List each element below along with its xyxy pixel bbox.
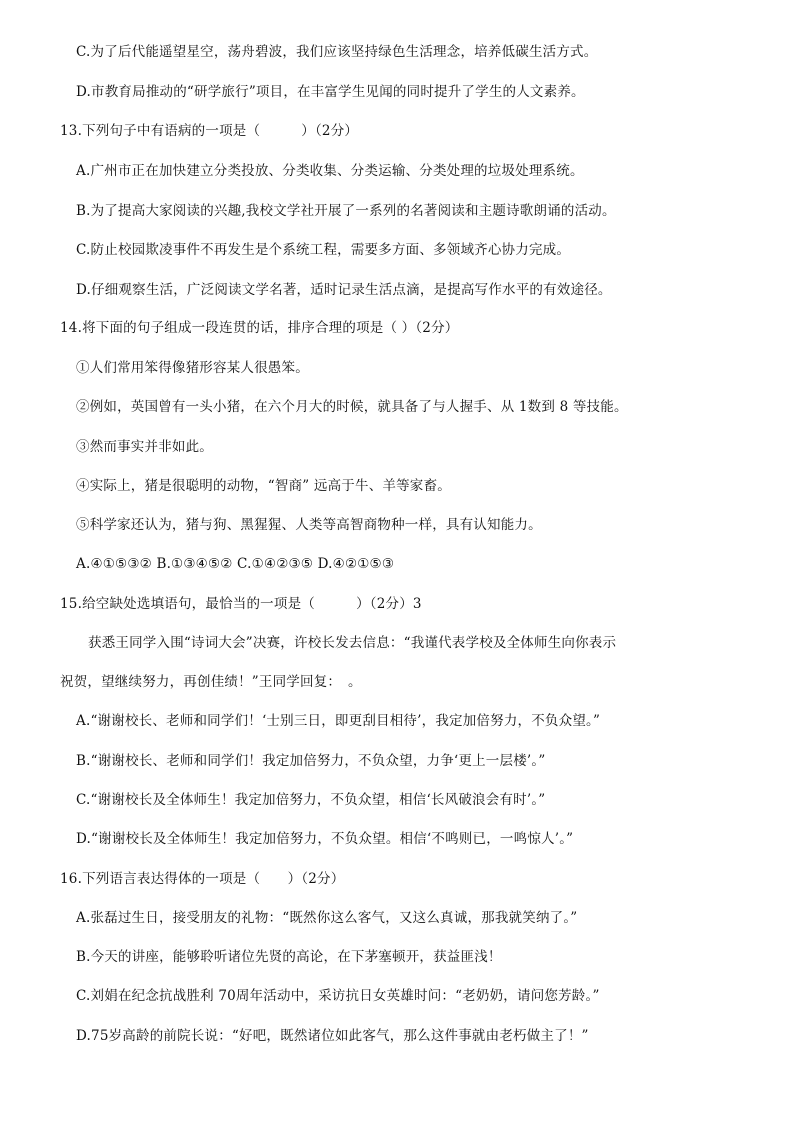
q14-sentence-3: ③然而事实并非如此。: [76, 439, 213, 455]
q15-context-line-2: 祝贺，望继续努力，再创佳绩！”王同学回复： 。: [60, 674, 362, 690]
q14-sentence-4: ④实际上，猪是很聪明的动物，“智商” 远高于牛、羊等家畜。: [76, 478, 451, 494]
q14-sentence-5: ⑤科学家还认为，猪与狗、黑猩猩、人类等高智商物种一样，具有认知能力。: [76, 517, 542, 533]
q13-option-c: C.防止校园欺凌事件不再发生是个系统工程，需要多方面、多领域齐心协力完成。: [76, 242, 571, 258]
q15-stem: 15.给空缺处选填语句，最恰当的一项是（ ）（2分）3: [60, 596, 422, 612]
q13-option-d: D.仔细观察生活，广泛阅读文学名著，适时记录生活点滴，是提高写作水平的有效途径。: [76, 282, 612, 298]
q14-stem: 14.将下面的句子组成一段连贯的话，排序合理的项是（ ）（2分）: [60, 320, 459, 336]
q13-option-b: B.为了提高大家阅读的兴趣,我校文学社开展了一系列的名著阅读和主题诗歌朗诵的活动。: [76, 203, 616, 219]
q14-sentence-1: ①人们常用笨得像猪形容某人很愚笨。: [76, 360, 309, 376]
q15-context-line-1: 获悉王同学入围“诗词大会”决赛，许校长发去信息：“我谨代表学校及全体师生向你表示: [88, 635, 617, 651]
q12-option-c: C.为了后代能遥望星空，荡舟碧波，我们应该坚持绿色生活理念，培养低碳生活方式。: [76, 44, 598, 60]
q16-option-a: A.张磊过生日，接受朋友的礼物：“既然你这么客气，又这么真诚，那我就笑纳了。”: [76, 910, 578, 926]
q16-option-b: B.今天的讲座，能够聆听诸位先贤的高论，在下茅塞顿开，获益匪浅！: [76, 949, 502, 965]
q16-option-c: C.刘娟在纪念抗战胜利 70周年活动中，采访抗日女英雄时问：“老奶奶，请问您芳龄。”: [76, 988, 600, 1004]
q16-option-d: D.75岁高龄的前院长说：“好吧，既然诸位如此客气，那么这件事就由老朽做主了！”: [76, 1028, 589, 1044]
q15-option-c: C.“谢谢校长及全体师生！我定加倍努力，不负众望，相信‘长风破浪会有时’。”: [76, 792, 546, 808]
q15-option-b: B.“谢谢校长、老师和同学们！我定加倍努力，不负众望，力争‘更上一层楼’。”: [76, 753, 546, 769]
q14-options: A.④①⑤③② B.①③④⑤② C.①④②③⑤ D.④②①⑤③: [76, 556, 395, 572]
q14-sentence-2: ②例如，英国曾有一头小猪，在六个月大的时候，就具备了与人握手、从 1数到 8 等技能。: [76, 399, 628, 415]
q12-option-d: D.市教育局推动的“研学旅行”项目，在丰富学生见闻的同时提升了学生的人文素养。: [76, 84, 585, 100]
q13-option-a: A.广州市正在加快建立分类投放、分类收集、分类运输、分类处理的垃圾处理系统。: [76, 163, 584, 179]
q15-option-a: A.“谢谢校长、老师和同学们！‘士别三日，即更刮目相待’，我定加倍努力，不负众望。”: [76, 713, 601, 729]
q13-stem: 13.下列句子中有语病的一项是（ ）（2分）: [60, 123, 359, 139]
q16-stem: 16.下列语言表达得体的一项是（ ）（2分）: [60, 871, 345, 887]
q15-option-d: D.“谢谢校长及全体师生！我定加倍努力，不负众望。相信‘不鸣则已，一鸣惊人’。”: [76, 831, 574, 847]
